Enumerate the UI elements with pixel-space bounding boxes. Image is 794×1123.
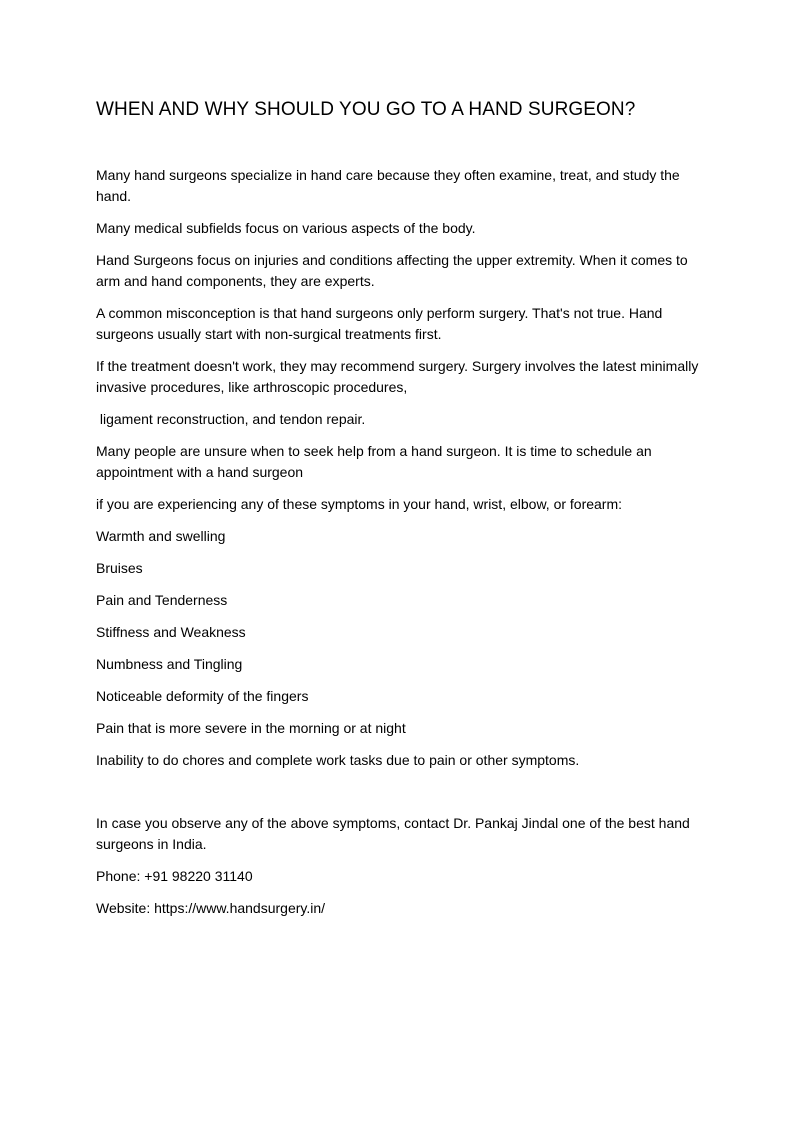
paragraph: A common misconception is that hand surgeons only perform surgery. That's not true. Hand surgeons usually start with non-surgical treatments first. bbox=[96, 305, 667, 342]
paragraph: Many people are unsure when to seek help from a hand surgeon. It is time to schedule an appointment with a hand surgeon bbox=[96, 443, 656, 480]
contact-website: Website: https://www.handsurgery.in/ bbox=[96, 900, 326, 916]
paragraph: Many hand surgeons specialize in hand care because they often examine, treat, and study the hand. bbox=[96, 167, 684, 204]
page-title: WHEN AND WHY SHOULD YOU GO TO A HAND SURGEON? bbox=[96, 99, 636, 120]
symptom-item: Noticeable deformity of the fingers bbox=[96, 688, 309, 704]
paragraph: ligament reconstruction, and tendon repair. bbox=[96, 411, 366, 427]
symptom-item: Pain that is more severe in the morning or at night bbox=[96, 720, 406, 736]
symptom-item: Bruises bbox=[96, 560, 143, 576]
document-body bbox=[96, 165, 706, 919]
paragraph: if you are experiencing any of these symptoms in your hand, wrist, elbow, or forearm: bbox=[96, 496, 623, 512]
paragraph: If the treatment doesn't work, they may recommend surgery. Surgery involves the latest minimally invasive procedures, like arthroscopic procedures, bbox=[96, 358, 703, 395]
symptom-item: Inability to do chores and complete work tasks due to pain or other symptoms. bbox=[96, 752, 580, 768]
contact-phone: Phone: +91 98220 31140 bbox=[96, 868, 253, 884]
symptom-item: Pain and Tenderness bbox=[96, 592, 228, 608]
contact-intro: In case you observe any of the above symptoms, contact Dr. Pankaj Jindal one of the best hand surgeons in India. bbox=[96, 815, 694, 852]
symptom-item: Stiffness and Weakness bbox=[96, 624, 246, 640]
paragraph: Hand Surgeons focus on injuries and conditions affecting the upper extremity. When it comes to arm and hand components, they are experts. bbox=[96, 252, 692, 289]
symptom-item: Numbness and Tingling bbox=[96, 656, 243, 672]
paragraph: Many medical subfields focus on various aspects of the body. bbox=[96, 220, 476, 236]
symptom-item: Warmth and swelling bbox=[96, 528, 226, 544]
